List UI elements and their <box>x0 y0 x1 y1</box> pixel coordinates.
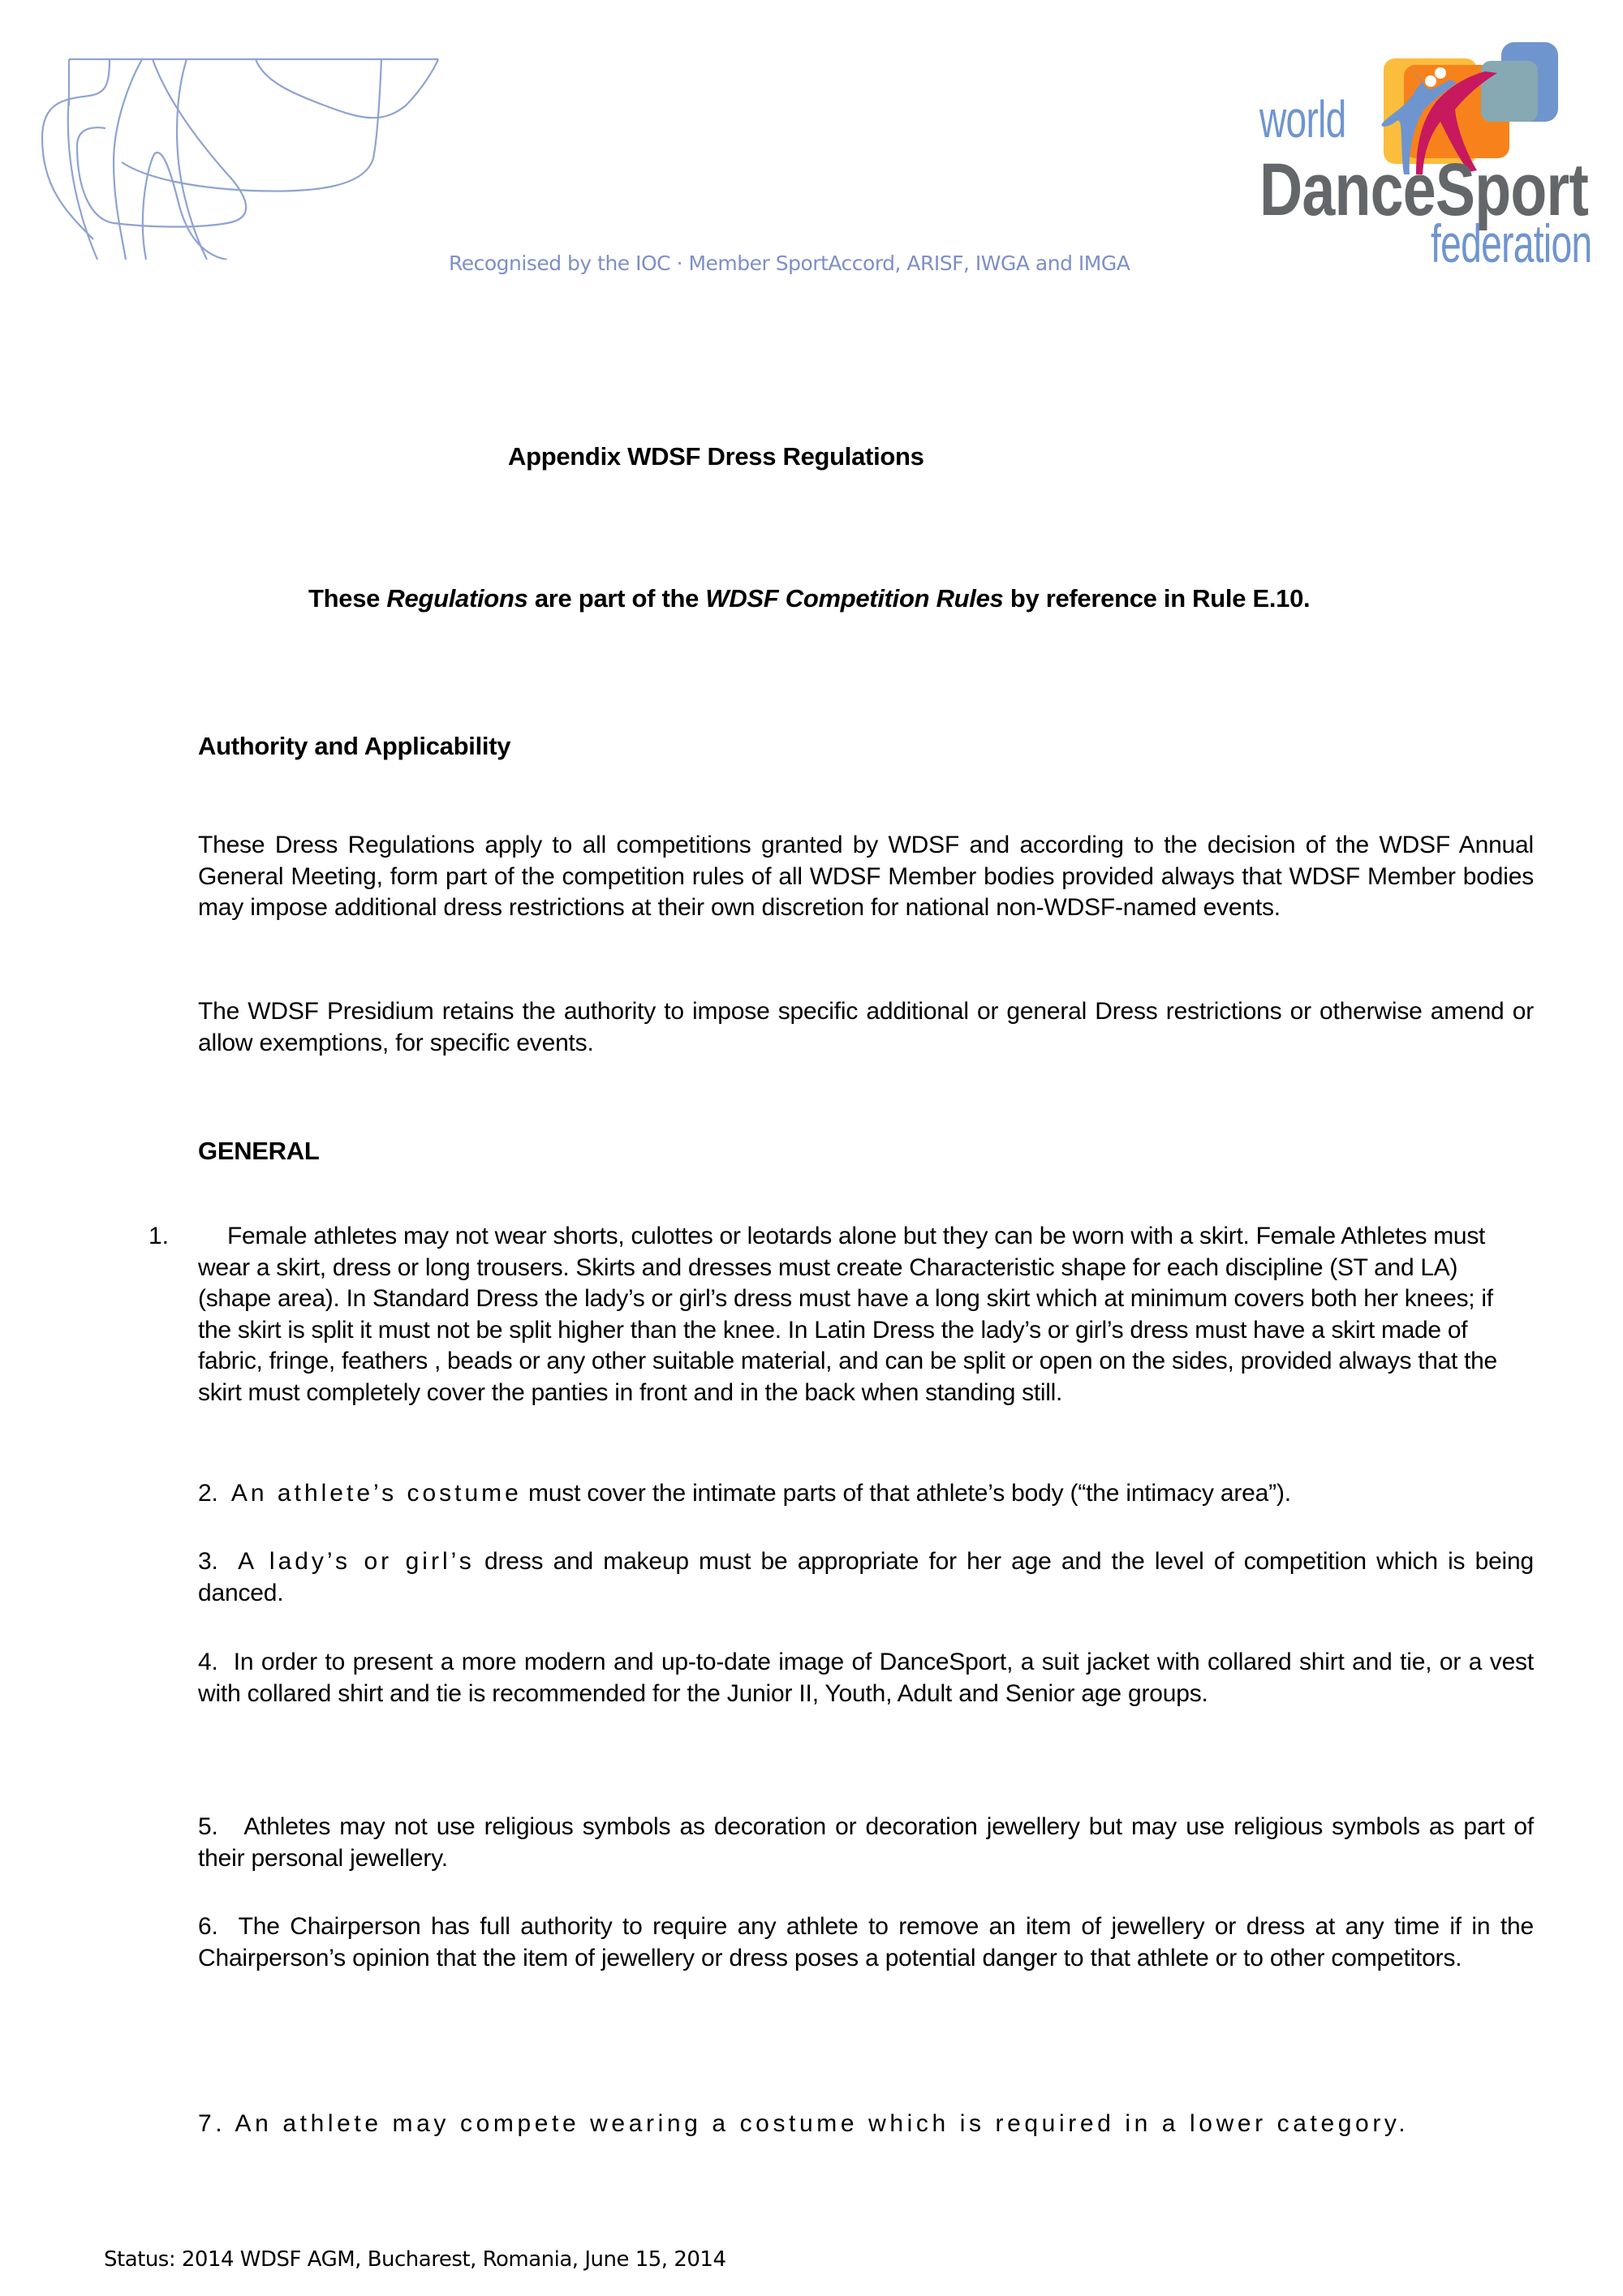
section-heading-authority: Authority and Applicability <box>198 732 511 760</box>
list-item-3 <box>198 1546 1534 1609</box>
header-tagline: Recognised by the IOC · Member SportAccord, ARISF, IWGA and IMGA <box>449 252 1130 275</box>
decorative-line-art-icon <box>32 49 454 260</box>
document-subtitle <box>308 584 1310 613</box>
list-item-number: 7. <box>198 2110 226 2137</box>
subtitle-italic-competition-rules: WDSF Competition Rules <box>705 584 1004 613</box>
list-item-spaced-text: An athlete’s costume <box>230 1480 522 1507</box>
list-item-number: 3. <box>198 1548 218 1575</box>
list-item-text: The Chairperson has full authority to require any athlete to remove an item of jewellery or dress at any time if in the Chairperson’s opinion that the item of jewellery or dress poses a potential danger to that athlete or to other competitors. <box>198 1913 1534 1971</box>
list-item-text: An athlete may compete wearing a costume which is required in a lower category. <box>235 2110 1410 2137</box>
subtitle-text: by reference in Rule E.10. <box>1003 584 1311 613</box>
logo-text-dancesport: DanceSport <box>1259 148 1589 231</box>
section-heading-general: GENERAL <box>198 1137 320 1165</box>
list-item-text: Athletes may not use religious symbols as decoration or decoration jewellery but may use religious symbols as part of their personal jewellery. <box>198 1813 1534 1872</box>
list-item-number: 5. <box>198 1813 218 1840</box>
list-item-text: dress and makeup must be appropriate for her age and the level of competition which is being danced. <box>198 1548 1534 1606</box>
page-title: Appendix WDSF Dress Regulations <box>508 442 924 471</box>
wdsf-logo <box>1250 32 1599 284</box>
subtitle-italic-regulations: Regulations <box>386 584 528 613</box>
subtitle-text: These <box>308 584 387 613</box>
list-item-7 <box>198 2110 1409 2138</box>
list-item-number: 2. <box>198 1480 218 1507</box>
list-item-text: In order to present a more modern and up-to-date image of DanceSport, a suit jacket with collared shirt and tie, or a vest with collared shirt and tie is recommended for the Junior II, Youth, Adult and Senior age groups. <box>198 1649 1534 1707</box>
list-item-1: Female athletes may not wear shorts, culottes or leotards alone but they can be worn with a skirt. Female Athletes must wear a skirt, dress or long trousers. Skirts and dresses must create Characteristic shape for each discipline (ST and LA) (shape area). In Standard Dress the lady’s or girl’s dress must have a long skirt which at minimum covers both her knees; if the skirt is split it must not be split higher than the knee. In Latin Dress the lady’s or girl’s dress must have a skirt made of fabric, fringe, feathers , beads or any other suitable material, and can be split or open on the sides, provided always that the skirt must completely cover the panties in front and in the back when standing still. <box>198 1223 1497 1406</box>
list-item-5 <box>198 1812 1534 1874</box>
logo-text-federation: federation <box>1431 213 1592 273</box>
list-item-number: 4. <box>198 1649 218 1675</box>
list-item-6 <box>198 1911 1534 1974</box>
list-item-spaced-text: A lady’s or girl’s <box>238 1548 475 1575</box>
list-item-number: 6. <box>198 1913 218 1940</box>
subtitle-text: are part of the <box>527 584 706 613</box>
authority-paragraph-2: The WDSF Presidium retains the authority to impose specific additional or general Dress restrictions or otherwise amend or allow exemptions, for specific events. <box>198 998 1534 1056</box>
logo-text-world: world <box>1259 90 1346 148</box>
list-item-4 <box>198 1647 1534 1709</box>
list-item-2 <box>198 1478 1534 1510</box>
list-item-text: must cover the intimate parts of that athlete’s body (“the intimacy area”). <box>521 1480 1291 1507</box>
footer-status: Status: 2014 WDSF AGM, Bucharest, Romania, June 15, 2014 <box>104 2247 726 2272</box>
list-item-number: 1. <box>149 1223 170 1249</box>
authority-paragraph-1: These Dress Regulations apply to all competitions granted by WDSF and according to the decision of the WDSF Annual General Meeting, form part of the competition rules of all WDSF Member bodies provided always that WDSF Member bodies may impose additional dress restrictions at their own discretion for national non-WDSF-named events. <box>198 832 1534 921</box>
